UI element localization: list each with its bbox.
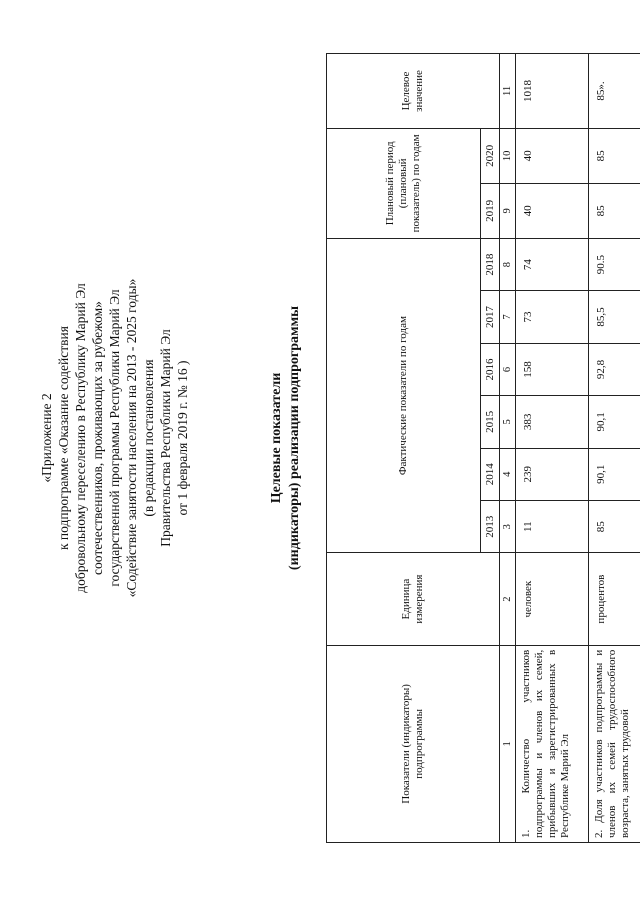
appendix-header <box>38 193 191 683</box>
column-number: 6 <box>500 343 516 395</box>
value-cell: 73 <box>516 291 589 343</box>
column-number: 2 <box>500 553 516 645</box>
header-line: от 1 февраля 2019 г. № 16 ) <box>175 360 190 516</box>
value-cell: 40 <box>516 183 589 238</box>
header-line: добровольному переселению в Республику Марий Эл <box>73 283 88 593</box>
header-planned: Плановый период (плановый показатель) по годам <box>327 128 481 238</box>
value-cell: 158 <box>516 343 589 395</box>
value-cell: 90,1 <box>589 448 640 500</box>
rotated-page <box>0 23 640 883</box>
year-cell: 2017 <box>481 291 500 343</box>
value-cell: 383 <box>516 396 589 448</box>
indicator-cell: 1. Количество участников подпрограммы и членов их семей, прибывших и зарегистрированных в Республике Марий Эл <box>516 645 589 842</box>
table-row <box>516 54 589 843</box>
value-cell: 74 <box>516 238 589 291</box>
table-header-row <box>327 54 481 843</box>
column-number: 5 <box>500 396 516 448</box>
column-number: 10 <box>500 128 516 183</box>
value-cell: 92,8 <box>589 343 640 395</box>
value-cell: 90,1 <box>589 396 640 448</box>
year-cell: 2019 <box>481 183 500 238</box>
target-cell: 85». <box>589 54 640 129</box>
unit-cell: процентов <box>589 553 640 645</box>
column-number: 4 <box>500 448 516 500</box>
column-number-row <box>500 54 516 843</box>
year-cell: 2014 <box>481 448 500 500</box>
year-cell: 2013 <box>481 501 500 553</box>
year-cell: 2016 <box>481 343 500 395</box>
header-line: государственной программы Республики Марий Эл <box>107 289 122 587</box>
header-line: «Приложение 2 <box>39 393 54 483</box>
value-cell: 239 <box>516 448 589 500</box>
header-line: (в редакции постановления <box>141 359 156 517</box>
header-actual: Фактические показатели по годам <box>327 238 481 553</box>
year-cell: 2020 <box>481 128 500 183</box>
header-line: к подпрограмме «Оказание содействия <box>56 326 71 550</box>
value-cell: 85 <box>589 128 640 183</box>
column-number: 8 <box>500 238 516 291</box>
value-cell: 40 <box>516 128 589 183</box>
indicators-table <box>326 53 640 843</box>
document-title <box>268 193 304 683</box>
column-number: 1 <box>500 645 516 842</box>
header-line: соотечественников, проживающих за рубежом» <box>90 301 105 575</box>
title-line-1: Целевые показатели <box>269 372 284 504</box>
table-row <box>589 54 640 843</box>
year-cell: 2015 <box>481 396 500 448</box>
value-cell: 85,5 <box>589 291 640 343</box>
column-number: 3 <box>500 501 516 553</box>
value-cell: 11 <box>516 501 589 553</box>
column-number: 9 <box>500 183 516 238</box>
header-line: Правительства Республики Марий Эл <box>158 329 173 547</box>
year-cell: 2018 <box>481 238 500 291</box>
target-cell: 1018 <box>516 54 589 129</box>
column-number: 7 <box>500 291 516 343</box>
value-cell: 85 <box>589 183 640 238</box>
header-indicator: Показатели (индикаторы) подпрограммы <box>327 645 500 842</box>
indicator-cell: 2. Доля участников подпрограммы и членов их семей трудоспособного возраста, занятых трудовой <box>589 645 640 842</box>
column-number: 11 <box>500 54 516 129</box>
header-unit: Единица измерения <box>327 553 500 645</box>
header-target: Целевое значение <box>327 54 500 129</box>
value-cell: 85 <box>589 501 640 553</box>
value-cell: 90.5 <box>589 238 640 291</box>
header-line: «Содействие занятости населения на 2013 - 2025 годы» <box>124 278 139 598</box>
unit-cell: человек <box>516 553 589 645</box>
title-line-2: (индикаторы) реализации подпрограммы <box>287 305 302 571</box>
